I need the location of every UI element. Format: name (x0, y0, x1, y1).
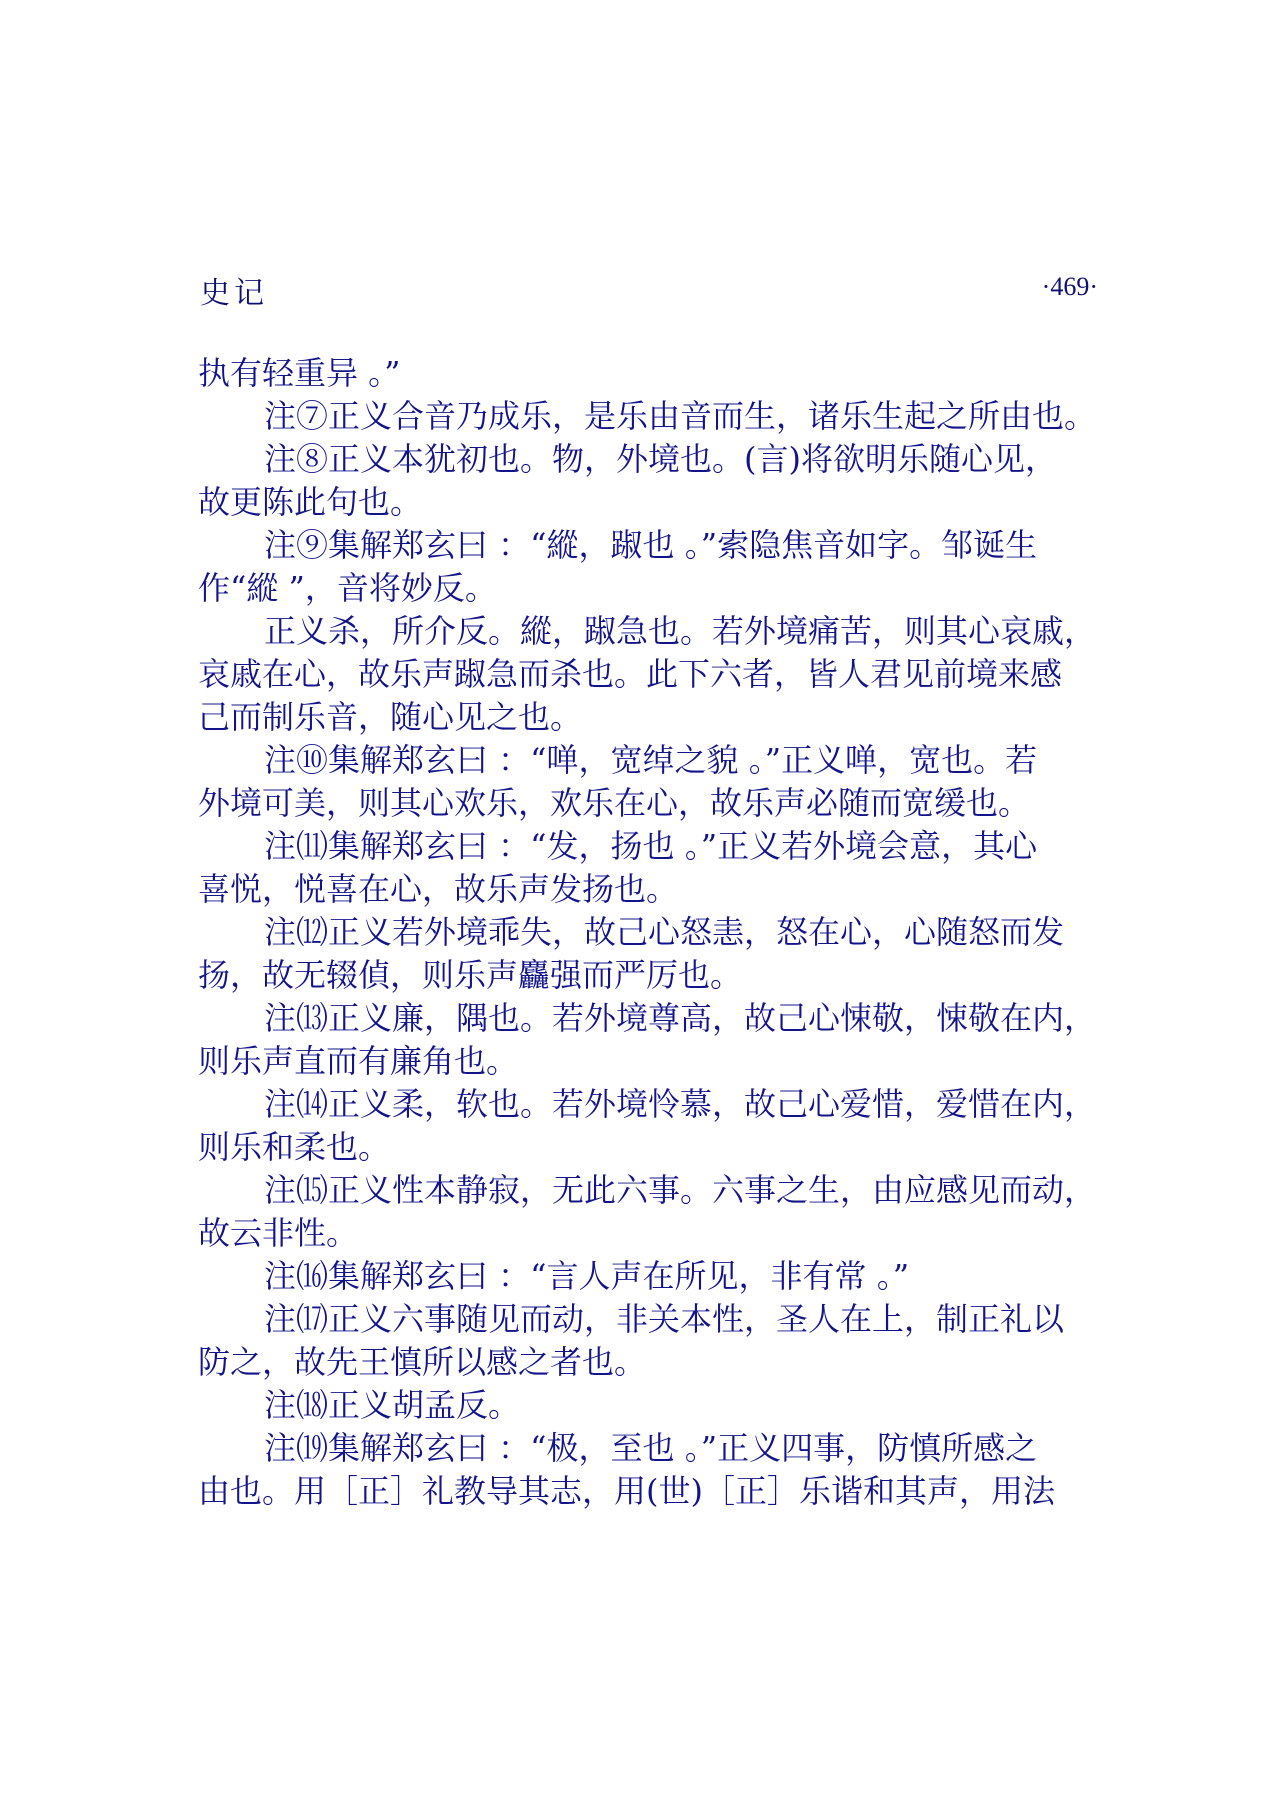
text-line: 注⒃集解郑玄曰 ：“言人声在所见，非有常 。” (264, 1257, 910, 1295)
text-line: 故更陈此句也。 (198, 483, 423, 521)
text-line: 注⑦正义合音乃成乐，是乐由音而生，诸乐生起之所由也。 (264, 397, 1097, 435)
text-line: 注⒄正义六事随见而动，非关本性，圣人在上，制正礼以 (264, 1300, 1065, 1338)
book-title: 史记 (200, 276, 268, 311)
text-line: 由也。用［正］礼教导其志，用(世)［正］乐谐和其声，用法 (198, 1472, 1055, 1510)
text-line: 注⑩集解郑玄曰 ：“啴，宽绰之貌 。”正义啴，宽也。若 (264, 741, 1038, 779)
text-line: 注⒀正义廉，隅也。若外境尊高，故己心悚敬，悚敬在内， (264, 999, 1097, 1037)
text-line: 注⒁正义柔，软也。若外境怜慕，故己心爱惜，爱惜在内， (264, 1085, 1097, 1123)
text-line: 己而制乐音，随心见之也。 (198, 698, 583, 736)
text-line: 注⒅正义胡孟反。 (264, 1386, 521, 1424)
text-line: 注⑿正义若外境乖失，故己心怒恚，怒在心，心随怒而发 (264, 913, 1065, 951)
text-line: 注⑾集解郑玄曰 ：“发，扬也 。”正义若外境会意，其心 (264, 827, 1038, 865)
text-line: 注⒆集解郑玄曰 ：“极，至也 。”正义四事，防慎所感之 (264, 1429, 1038, 1467)
text-line: 注⑧正义本犹初也。物，外境也。(言)将欲明乐随心见， (264, 440, 1057, 478)
text-line: 哀戚在心，故乐声踧急而杀也。此下六者，皆人君见前境来感 (198, 655, 1063, 693)
text-line: 则乐声直而有廉角也。 (198, 1042, 519, 1080)
text-line: 外境可美，则其心欢乐，欢乐在心，故乐声必随而宽缓也。 (198, 784, 1031, 822)
text-line: 注⑨集解郑玄曰 ：“縱，踧也 。”索隐焦音如字。邹诞生 (264, 526, 1038, 564)
text-line: 作“縱 ”，音将妙反。 (198, 569, 497, 607)
text-line: 喜悦，悦喜在心，故乐声发扬也。 (198, 870, 679, 908)
text-line: 注⒂正义性本静寂，无此六事。六事之生，由应感见而动， (264, 1171, 1097, 1209)
text-line: 正义杀，所介反。縱，踧急也。若外境痛苦，则其心哀戚， (264, 612, 1097, 650)
text-line: 则乐和柔也。 (198, 1128, 391, 1166)
text-line: 扬，故无辍偵，则乐声麤强而严厉也。 (198, 956, 743, 994)
text-line: 防之，故先王慎所以感之者也。 (198, 1343, 647, 1381)
page-header (200, 268, 1098, 312)
text-line: 故云非性。 (198, 1214, 359, 1252)
text-line: 执有轻重异 。” (198, 354, 401, 392)
body-text (198, 352, 1118, 1513)
page-number: ·469· (1041, 272, 1098, 301)
